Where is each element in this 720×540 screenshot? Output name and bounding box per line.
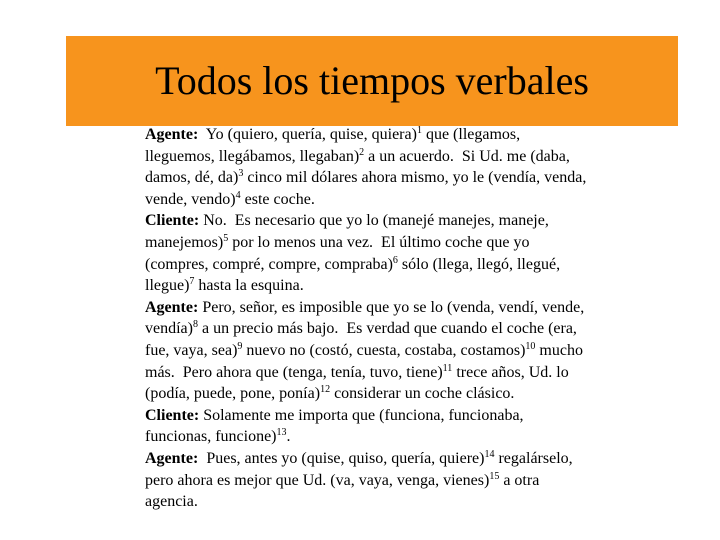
line-text: por lo menos una vez. El último coche que yo (228, 233, 530, 251)
dialogue-text (145, 124, 685, 513)
line-text: mucho (535, 341, 583, 359)
line-text: a un acuerdo. Si Ud. me (daba, (364, 147, 570, 165)
footnote-number: 15 (489, 470, 500, 482)
footnote-number: 2 (359, 146, 365, 158)
dialogue-line (145, 448, 685, 470)
line-text: que (llegamos, (421, 126, 521, 143)
page-title: Todos los tiempos verbales (155, 58, 589, 103)
line-text: hasta la esquina. (194, 277, 304, 295)
dialogue-line (145, 254, 685, 276)
footnote-number: 6 (392, 254, 398, 266)
line-text: fue, vaya, sea) (145, 341, 238, 359)
footnote-number: 14 (484, 448, 495, 460)
dialogue-line (145, 146, 685, 168)
line-text: manejemos) (145, 233, 224, 251)
line-text: cinco mil dólares ahora mismo, yo le (vendía, venda, (243, 169, 587, 187)
line-text: funcionas, funcione) (145, 428, 277, 446)
line-text: Yo (quiero, quería, quise, quiera) (198, 126, 417, 143)
dialogue-line (145, 383, 685, 405)
speaker-label: Agente: (145, 449, 199, 467)
line-text: sólo (llega, llegó, llegué, (397, 255, 561, 273)
line-text: lleguemos, llegábamos, llegaban) (145, 147, 360, 165)
footnote-number: 4 (235, 189, 241, 201)
dialogue-line (145, 232, 685, 254)
line-text: a otra (499, 471, 540, 489)
dialogue-line (145, 491, 685, 513)
speaker-label: Agente: (145, 298, 199, 316)
line-text: agencia. (145, 493, 198, 511)
line-text: llegue) (145, 277, 190, 295)
dialogue-line (145, 362, 685, 384)
line-text: vende, vendo) (145, 190, 236, 208)
line-text: pero ahora es mejor que Ud. (va, vaya, venga, vienes) (145, 471, 490, 489)
line-text: nuevo no (costó, cuesta, costaba, costamos) (242, 341, 526, 359)
line-text: (podía, puede, pone, ponía) (145, 385, 321, 403)
speaker-label: Cliente: (145, 212, 200, 230)
footnote-number: 5 (223, 232, 229, 244)
footnote-number: 8 (192, 319, 198, 331)
line-text: regalárselo, (494, 449, 573, 467)
speaker-label: Agente: (145, 126, 199, 143)
line-text: Solamente me importa que (funciona, funcionaba, (199, 406, 524, 424)
dialogue-line (145, 318, 685, 340)
line-text: (compres, compré, compre, compraba) (145, 255, 393, 273)
dialogue-line (145, 297, 685, 319)
dialogue-line (145, 189, 685, 211)
footnote-number: 7 (189, 276, 195, 288)
footnote-number: 12 (320, 384, 331, 396)
footnote-number: 1 (416, 125, 422, 136)
line-text: trece años, Ud. lo (452, 363, 569, 381)
dialogue-line (145, 405, 685, 427)
dialogue-line (145, 167, 685, 189)
dialogue-line (145, 470, 685, 492)
line-text: . (286, 428, 291, 446)
footnote-number: 13 (276, 427, 287, 439)
line-text: este coche. (240, 190, 315, 208)
dialogue-line (145, 275, 685, 297)
dialogue-line (145, 426, 685, 448)
line-text: No. Es necesario que yo lo (manejé manejes, maneje, (199, 212, 549, 230)
line-text: damos, dé, da) (145, 169, 239, 187)
footnote-number: 9 (237, 340, 243, 352)
dialogue-line (145, 124, 685, 146)
line-text: más. Pero ahora que (tenga, tenía, tuvo, tiene) (145, 363, 443, 381)
dialogue-line (145, 210, 685, 232)
footnote-number: 10 (525, 340, 536, 352)
line-text: Pero, señor, es imposible que yo se lo (venda, vendí, vende, (198, 298, 585, 316)
footnote-number: 11 (442, 362, 453, 374)
line-text: a un precio más bajo. Es verdad que cuando el coche (era, (197, 320, 577, 338)
speaker-label: Cliente: (145, 406, 200, 424)
line-text: vendía) (145, 320, 193, 338)
line-text: Pues, antes yo (quise, quiso, quería, quiere) (198, 449, 485, 467)
footnote-number: 3 (238, 168, 244, 180)
line-text: considerar un coche clásico. (330, 385, 515, 403)
dialogue-line (145, 340, 685, 362)
